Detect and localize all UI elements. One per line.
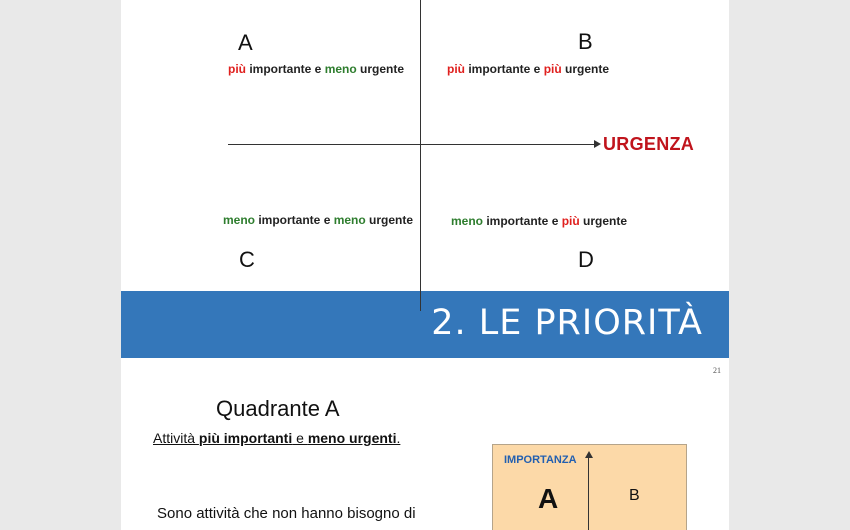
quadrant-d-description: meno importante e più urgente: [451, 214, 628, 228]
slide-subtitle: Attività più importanti e meno urgenti.: [153, 430, 401, 446]
mini-quadrant-b-letter: B: [629, 487, 640, 504]
slide-body-text: Sono attività che non hanno bisogno di: [157, 505, 416, 522]
urgency-arrow-icon: [594, 140, 601, 148]
mini-quadrant-diagram: [492, 444, 687, 530]
importance-axis-line: [420, 0, 421, 291]
quadrant-c-description: meno importante e meno urgente: [223, 213, 414, 227]
section-banner: [121, 291, 729, 358]
quadrant-b-description: più importante e più urgente: [447, 62, 610, 76]
quadrant-c-letter: C: [239, 247, 255, 272]
quadrant-b-letter: B: [578, 29, 593, 54]
quadrant-d-letter: D: [578, 247, 594, 272]
slide-quadrant-a: [121, 358, 729, 530]
urgency-axis-label: URGENZA: [603, 134, 695, 154]
slide-quadrants: [121, 0, 729, 291]
quadrant-a-description: più importante e meno urgente: [228, 62, 405, 76]
mini-quadrant-a-letter: A: [538, 483, 559, 514]
section-title: 2. LE PRIORITÀ: [431, 303, 703, 343]
page-number: 21: [713, 366, 721, 375]
slide-title: Quadrante A: [216, 396, 340, 421]
quadrant-a-letter: A: [238, 30, 253, 55]
banner-axis-line: [420, 291, 421, 311]
importance-axis-label: IMPORTANZA: [504, 454, 577, 466]
urgency-axis-line: [228, 144, 595, 145]
mini-axis-line: [588, 457, 589, 530]
importance-arrow-icon: [585, 451, 593, 458]
